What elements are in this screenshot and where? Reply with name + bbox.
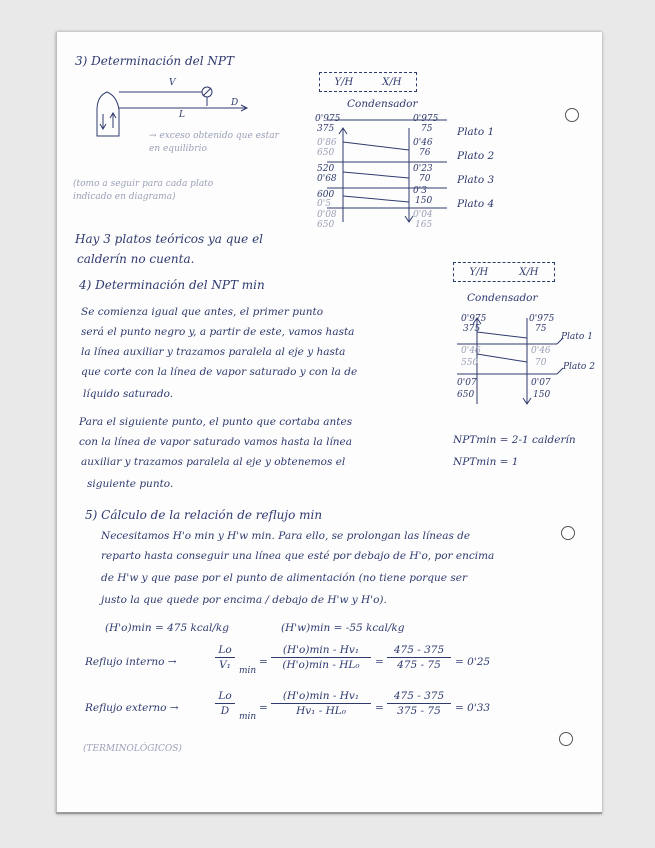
footer-faint-text: (TERMINOLÓGICOS) — [83, 744, 182, 754]
external-mid-bot: Hv₁ - HL₀ — [296, 705, 346, 717]
header-xh: X/H — [382, 76, 402, 88]
mid-left-value-5: 650 — [457, 390, 475, 400]
diagram-label-v: V — [169, 78, 176, 88]
external-eq-2: = — [375, 702, 384, 714]
internal-sub: min — [239, 666, 257, 676]
mid-left-value-2: 0'46 — [461, 346, 481, 356]
left-value-5: 0'68 — [317, 174, 337, 184]
internal-num-top: 475 - 375 — [387, 644, 451, 658]
mid-left-value-3: 550 — [461, 358, 479, 368]
mid-right-value-2: 0'46 — [531, 346, 551, 356]
header-yh: Y/H — [334, 76, 354, 88]
external-result: = 0'33 — [455, 702, 491, 714]
internal-lhs-bot: V₁ — [219, 659, 231, 671]
section4-para2-line4: siguiente punto. — [87, 478, 174, 490]
npt-min-result-2: NPTmin = 1 — [453, 456, 519, 468]
external-sub: min — [239, 712, 257, 722]
section4-para1-line4: que corte con la línea de vapor saturado y con la de — [81, 366, 358, 378]
external-eq-1: = — [259, 702, 268, 714]
right-value-9: 165 — [415, 220, 433, 230]
mid-left-value-0: 0'975 — [461, 314, 487, 324]
mid-left-value-4: 0'07 — [457, 378, 477, 388]
right-value-6: 0'3 — [413, 186, 427, 196]
plate-label-1: Plato 1 — [457, 126, 495, 138]
internal-reflux-label: Reflujo interno → — [85, 656, 177, 668]
section4-para1-line5: líquido saturado. — [83, 388, 174, 400]
header-yh-mid: Y/H — [469, 266, 489, 278]
mid-right-value-0: 0'975 — [529, 314, 555, 324]
notebook-sheet — [56, 32, 602, 814]
internal-eq-2: = — [375, 656, 384, 668]
left-value-4: 520 — [317, 164, 335, 174]
external-num-fraction — [387, 690, 451, 717]
internal-mid-top: (H'o)min - Hv₁ — [271, 644, 371, 658]
left-value-2: 0'86 — [317, 138, 337, 148]
external-reflux-label: Reflujo externo → — [85, 702, 179, 714]
diagram-label-l: L — [179, 110, 185, 120]
internal-result: = 0'25 — [455, 656, 491, 668]
section4-para1-line2: será el punto negro y, a partir de este, vamos hasta — [81, 326, 355, 338]
theoretical-plates-line2: calderín no cuenta. — [77, 252, 195, 266]
hw-min-value: (H'w)min = -55 kcal/kg — [281, 622, 405, 634]
npt-min-result-1: NPTmin = 2-1 calderín — [453, 434, 576, 446]
mid-plate-label-2: Plato 2 — [563, 362, 595, 372]
internal-mid-bot: (H'o)min - HL₀ — [282, 659, 360, 671]
right-value-7: 150 — [415, 196, 433, 206]
mid-right-value-3: 70 — [535, 358, 547, 368]
external-lhs-fraction — [215, 690, 235, 717]
section5-line1: Necesitamos H'o min y H'w min. Para ello, se prolongan las líneas de — [101, 530, 471, 542]
condenser-label-mid: Condensador — [467, 292, 538, 304]
mid-left-value-1: 375 — [463, 324, 481, 334]
section4-title: 4) Determinación del NPT min — [79, 278, 265, 292]
section5-title: 5) Cálculo de la relación de reflujo min — [85, 508, 323, 522]
internal-lhs-top: Lo — [215, 644, 235, 658]
left-value-6: 600 — [317, 190, 335, 200]
left-value-1: 375 — [317, 124, 335, 134]
section4-para1-line1: Se comienza igual que antes, el primer punto — [81, 306, 324, 318]
external-lhs-bot: D — [220, 705, 230, 717]
internal-lhs-fraction — [215, 644, 235, 671]
external-num-top: 475 - 375 — [387, 690, 451, 704]
plate-label-4: Plato 4 — [457, 198, 495, 210]
section5-line4: justo la que quede por encima / debajo de H'w y H'o). — [101, 594, 387, 606]
left-value-7: 0'5 — [317, 199, 331, 209]
section4-para2-line1: Para el siguiente punto, el punto que cortaba antes — [79, 416, 353, 428]
external-mid-fraction — [271, 690, 371, 717]
section5-line3: de H'w y que pase por el punto de alimentación (no tiene porque ser — [101, 572, 467, 584]
left-value-8: 0'08 — [317, 210, 337, 220]
left-value-3: 650 — [317, 148, 335, 158]
mid-plate-label-1: Plato 1 — [561, 332, 593, 342]
faint-note-plates: (tomo a seguir para cada plato indicado en diagrama) — [73, 179, 214, 202]
mid-right-value-5: 150 — [533, 390, 551, 400]
condenser-label-top: Condensador — [347, 98, 418, 110]
external-lhs-top: Lo — [215, 690, 235, 704]
section5-line2: reparto hasta conseguir una línea que esté por debajo de H'o, por encima — [101, 550, 495, 562]
internal-num-fraction — [387, 644, 451, 671]
internal-eq-1: = — [259, 656, 268, 668]
mid-right-value-4: 0'07 — [531, 378, 551, 388]
external-mid-top: (H'o)min - Hv₁ — [271, 690, 371, 704]
external-num-bot: 375 - 75 — [397, 705, 441, 717]
section4-para2-line2: con la línea de vapor saturado vamos hasta la línea — [79, 436, 353, 448]
internal-mid-fraction — [271, 644, 371, 671]
plate-label-2: Plato 2 — [457, 150, 495, 162]
section4-para2-line3: auxiliar y trazamos paralela al eje y obtenemos el — [81, 456, 346, 468]
internal-num-bot: 475 - 75 — [397, 659, 441, 671]
plate-label-3: Plato 3 — [457, 174, 495, 186]
section4-para1-line3: la línea auxiliar y trazamos paralela al eje y hasta — [81, 346, 346, 358]
header-xh-mid: X/H — [519, 266, 539, 278]
ho-min-value: (H'o)min = 475 kcal/kg — [105, 622, 229, 634]
right-value-1: 75 — [421, 124, 433, 134]
faint-note-equilibrium: → exceso obtenido que estar en equilibrio — [149, 131, 279, 154]
right-value-2: 0'46 — [413, 138, 433, 148]
diagram-label-d: D — [231, 98, 239, 108]
theoretical-plates-line1: Hay 3 platos teóricos ya que el — [75, 232, 264, 246]
right-value-4: 0'23 — [413, 164, 433, 174]
right-value-8: 0'04 — [413, 210, 433, 220]
left-value-0: 0'975 — [315, 114, 341, 124]
right-value-3: 76 — [419, 148, 431, 158]
right-value-5: 70 — [419, 174, 431, 184]
mid-right-value-1: 75 — [535, 324, 547, 334]
left-value-9: 650 — [317, 220, 335, 230]
section3-title: 3) Determinación del NPT — [75, 54, 234, 68]
right-value-0: 0'975 — [413, 114, 439, 124]
